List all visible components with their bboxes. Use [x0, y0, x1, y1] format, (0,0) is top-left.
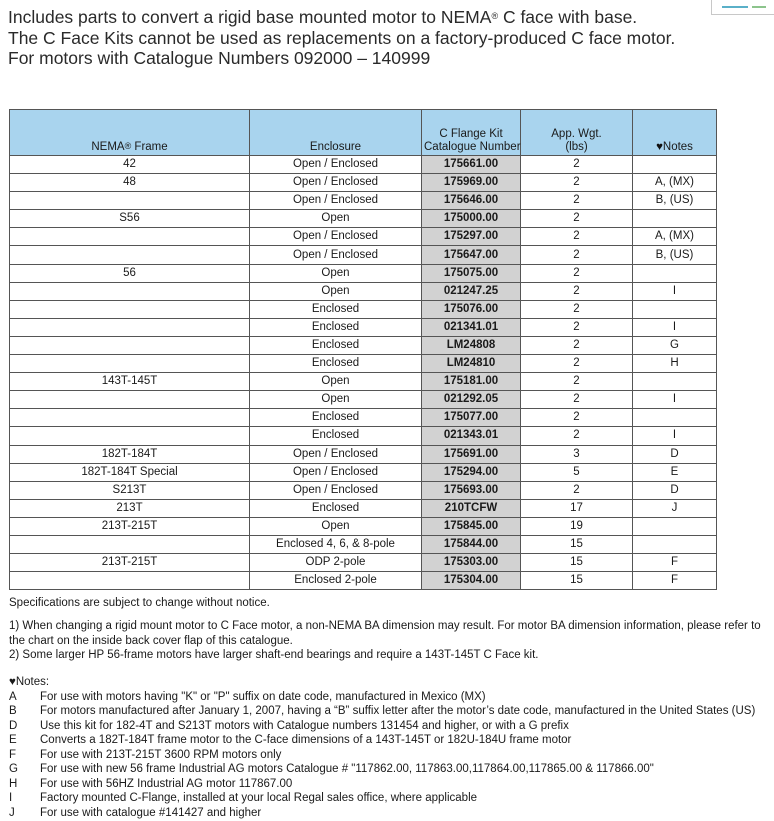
note-item	[9, 704, 755, 719]
cell-notes: I	[633, 391, 717, 409]
cell-frame	[10, 355, 250, 373]
cell-weight: 3	[521, 445, 633, 463]
cell-kit: 175181.00	[422, 373, 521, 391]
cell-weight: 19	[521, 517, 633, 535]
table-row	[10, 535, 717, 553]
note-text: For use with new 56 frame Industrial AG motors Catalogue # "117862.00, 117863.00,117864.00,117865.00 & 117866.00"	[40, 763, 654, 775]
cell-frame	[10, 246, 250, 264]
cell-frame	[10, 535, 250, 553]
note-text: For use with 56HZ Industrial AG motor 117867.00	[40, 777, 293, 790]
cell-weight: 2	[521, 156, 633, 174]
note-text: For motors manufactured after January 1, 2007, having a “B” suffix letter after the motor’s date code, manufactured in the United States (US)	[40, 705, 756, 717]
note-text: Converts a 182T-184T frame motor to the C-face dimensions of a 143T-145T or 182U-184U frame motor	[40, 734, 572, 746]
cell-enclosure: Enclosed 4, 6, & 8-pole	[250, 535, 422, 553]
cell-enclosure: Open	[250, 264, 422, 282]
cell-enclosure: Open / Enclosed	[250, 228, 422, 246]
cell-kit: 175077.00	[422, 409, 521, 427]
cell-weight: 15	[521, 535, 633, 553]
intro-text	[8, 7, 675, 69]
cell-enclosure: Open	[250, 517, 422, 535]
note-item	[9, 690, 755, 705]
table-row	[10, 300, 717, 318]
cell-kit: LM24810	[422, 355, 521, 373]
cell-frame: 213T-215T	[10, 517, 250, 535]
heart-icon: ♥	[656, 141, 663, 153]
cell-notes	[633, 300, 717, 318]
cell-kit: 175845.00	[422, 517, 521, 535]
cell-frame	[10, 572, 250, 590]
header-frame: NEMA® Frame	[10, 110, 250, 156]
table-row	[10, 409, 717, 427]
cell-enclosure: Enclosed	[250, 336, 422, 354]
c-flange-kit-table	[9, 109, 717, 590]
note-item	[9, 719, 755, 734]
note-text: Use this kit for 182-4T and S213T motors with Catalogue numbers 131454 and higher, or with a G prefix	[40, 719, 569, 732]
cell-frame: 143T-145T	[10, 373, 250, 391]
cell-kit: 175000.00	[422, 210, 521, 228]
cell-notes: F	[633, 572, 717, 590]
note-item	[9, 777, 755, 792]
cell-kit: 175304.00	[422, 572, 521, 590]
page-thumbnail	[711, 0, 774, 15]
cell-frame: S213T	[10, 481, 250, 499]
table-row	[10, 228, 717, 246]
cell-kit: 021292.05	[422, 391, 521, 409]
footnote-1: 1) When changing a rigid mount motor to C Face motor, a non-NEMA BA dimension may result. For motor BA dimension information, please refer to the chart on the inside back cover flap of this catalogue.	[9, 620, 761, 647]
cell-frame	[10, 409, 250, 427]
table-row	[10, 554, 717, 572]
cell-frame	[10, 192, 250, 210]
cell-kit: 175691.00	[422, 445, 521, 463]
cell-enclosure: Open	[250, 391, 422, 409]
cell-notes	[633, 373, 717, 391]
note-item	[9, 733, 755, 748]
cell-notes	[633, 210, 717, 228]
cell-kit: 021341.01	[422, 318, 521, 336]
cell-weight: 2	[521, 228, 633, 246]
cell-weight: 2	[521, 192, 633, 210]
cell-weight: 2	[521, 336, 633, 354]
cell-weight: 2	[521, 246, 633, 264]
cell-notes	[633, 264, 717, 282]
table-row	[10, 156, 717, 174]
note-text: For use with 213T-215T 3600 RPM motors only	[40, 748, 282, 761]
cell-kit: 175693.00	[422, 481, 521, 499]
cell-notes: J	[633, 499, 717, 517]
intro-line-1: Includes parts to convert a rigid base mounted motor to NEMA® C face with base.	[8, 7, 638, 27]
heart-icon: ♥	[9, 676, 16, 688]
cell-frame: 56	[10, 264, 250, 282]
table-header-row	[10, 110, 717, 156]
cell-enclosure: Open / Enclosed	[250, 463, 422, 481]
cell-notes	[633, 535, 717, 553]
note-code: B	[9, 705, 17, 717]
notes-title: ♥Notes:	[9, 676, 50, 688]
cell-notes: G	[633, 336, 717, 354]
cell-weight: 2	[521, 409, 633, 427]
table-row	[10, 391, 717, 409]
cell-enclosure: Open / Enclosed	[250, 156, 422, 174]
cell-enclosure: Open / Enclosed	[250, 192, 422, 210]
note-code: E	[9, 734, 17, 746]
footnote-2: 2) Some larger HP 56-frame motors have larger shaft-end bearings and require a 143T-145T C Face kit.	[9, 649, 539, 661]
cell-weight: 15	[521, 572, 633, 590]
cell-notes: A, (MX)	[633, 174, 717, 192]
cell-notes: I	[633, 282, 717, 300]
note-text: Factory mounted C-Flange, installed at your local Regal sales office, where applicable	[40, 792, 478, 804]
note-code: H	[9, 777, 18, 790]
table-row	[10, 373, 717, 391]
table-row	[10, 282, 717, 300]
note-item	[9, 791, 755, 806]
cell-notes: I	[633, 318, 717, 336]
cell-notes: D	[633, 445, 717, 463]
cell-kit: 021343.01	[422, 427, 521, 445]
cell-enclosure: Enclosed	[250, 355, 422, 373]
table-row	[10, 463, 717, 481]
cell-weight: 5	[521, 463, 633, 481]
cell-weight: 2	[521, 282, 633, 300]
cell-kit: 210TCFW	[422, 499, 521, 517]
cell-enclosure: ODP 2-pole	[250, 554, 422, 572]
table-row	[10, 355, 717, 373]
note-code: G	[9, 763, 18, 775]
cell-enclosure: Enclosed 2-pole	[250, 572, 422, 590]
note-code: A	[9, 690, 17, 703]
cell-notes: F	[633, 554, 717, 572]
header-kit: C Flange Kit Catalogue Number	[422, 110, 521, 156]
cell-weight: 2	[521, 481, 633, 499]
header-notes: ♥Notes	[633, 110, 717, 156]
cell-frame	[10, 427, 250, 445]
notes-legend	[9, 675, 755, 820]
cell-frame: 213T	[10, 499, 250, 517]
cell-frame	[10, 282, 250, 300]
cell-frame: 213T-215T	[10, 554, 250, 572]
cell-frame	[10, 318, 250, 336]
cell-weight: 2	[521, 210, 633, 228]
cell-kit: 175076.00	[422, 300, 521, 318]
cell-kit: 175075.00	[422, 264, 521, 282]
cell-kit: 021247.25	[422, 282, 521, 300]
cell-weight: 2	[521, 318, 633, 336]
cell-kit: 175297.00	[422, 228, 521, 246]
table-row	[10, 427, 717, 445]
table-row	[10, 318, 717, 336]
cell-enclosure: Enclosed	[250, 499, 422, 517]
cell-kit: 175294.00	[422, 463, 521, 481]
table-row	[10, 210, 717, 228]
cell-enclosure: Enclosed	[250, 409, 422, 427]
note-item	[9, 762, 755, 777]
table-row	[10, 264, 717, 282]
cell-notes: A, (MX)	[633, 228, 717, 246]
table-row	[10, 336, 717, 354]
cell-frame	[10, 336, 250, 354]
intro-line-2: The C Face Kits cannot be used as replacements on a factory-produced C face motor.	[8, 27, 676, 48]
header-weight: App. Wgt. (lbs)	[521, 110, 633, 156]
cell-enclosure: Enclosed	[250, 300, 422, 318]
cell-weight: 2	[521, 355, 633, 373]
note-text: For use with catalogue #141427 and higher	[40, 806, 262, 819]
cell-notes: B, (US)	[633, 246, 717, 264]
cell-notes	[633, 156, 717, 174]
cell-notes	[633, 517, 717, 535]
note-item	[9, 748, 755, 763]
cell-frame: 182T-184T Special	[10, 463, 250, 481]
intro-line-3: For motors with Catalogue Numbers 092000 – 140999	[8, 48, 431, 68]
note-code: I	[9, 792, 13, 804]
cell-weight: 17	[521, 499, 633, 517]
table-row	[10, 246, 717, 264]
cell-enclosure: Open	[250, 282, 422, 300]
cell-frame	[10, 228, 250, 246]
cell-notes: E	[633, 463, 717, 481]
cell-notes	[633, 409, 717, 427]
spec-notice: Specifications are subject to change without notice.	[9, 597, 270, 609]
cell-weight: 2	[521, 427, 633, 445]
cell-notes: H	[633, 355, 717, 373]
cell-weight: 2	[521, 391, 633, 409]
note-text: For use with motors having "K" or "P" suffix on date code, manufactured in Mexico (MX)	[40, 690, 486, 703]
note-code: F	[9, 748, 17, 761]
cell-weight: 2	[521, 300, 633, 318]
note-item	[9, 806, 755, 821]
table-row	[10, 572, 717, 590]
cell-weight: 2	[521, 174, 633, 192]
cell-notes: D	[633, 481, 717, 499]
cell-kit: 175646.00	[422, 192, 521, 210]
cell-enclosure: Open / Enclosed	[250, 174, 422, 192]
cell-enclosure: Open	[250, 210, 422, 228]
cell-kit: 175969.00	[422, 174, 521, 192]
cell-notes: I	[633, 427, 717, 445]
table-row	[10, 481, 717, 499]
cell-notes: B, (US)	[633, 192, 717, 210]
cell-frame	[10, 300, 250, 318]
cell-enclosure: Open / Enclosed	[250, 246, 422, 264]
cell-frame: 182T-184T	[10, 445, 250, 463]
table-row	[10, 517, 717, 535]
cell-frame: S56	[10, 210, 250, 228]
cell-frame: 48	[10, 174, 250, 192]
cell-frame: 42	[10, 156, 250, 174]
cell-frame	[10, 391, 250, 409]
cell-kit: 175303.00	[422, 554, 521, 572]
cell-enclosure: Open / Enclosed	[250, 481, 422, 499]
cell-enclosure: Enclosed	[250, 318, 422, 336]
cell-weight: 15	[521, 554, 633, 572]
note-code: D	[9, 719, 18, 732]
cell-weight: 2	[521, 373, 633, 391]
note-code: J	[9, 806, 15, 819]
table-row	[10, 174, 717, 192]
cell-kit: LM24808	[422, 336, 521, 354]
table-row	[10, 445, 717, 463]
cell-enclosure: Open / Enclosed	[250, 445, 422, 463]
cell-kit: 175647.00	[422, 246, 521, 264]
cell-weight: 2	[521, 264, 633, 282]
cell-enclosure: Open	[250, 373, 422, 391]
cell-enclosure: Enclosed	[250, 427, 422, 445]
cell-kit: 175661.00	[422, 156, 521, 174]
footnotes	[9, 619, 769, 663]
header-enclosure: Enclosure	[250, 110, 422, 156]
table-row	[10, 499, 717, 517]
table-row	[10, 192, 717, 210]
cell-kit: 175844.00	[422, 535, 521, 553]
